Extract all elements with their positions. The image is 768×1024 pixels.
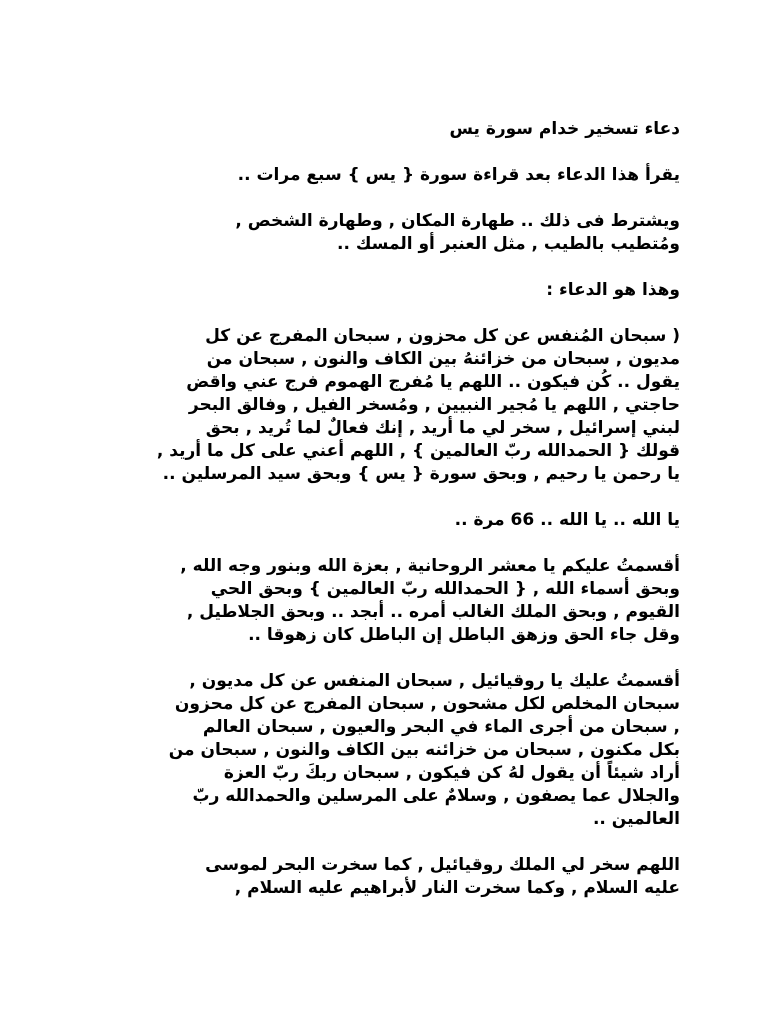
document-page	[92, 118, 680, 923]
text-line: , سبحان من أجرى الماء في البحر والعيون , سبحان العالم	[202, 717, 680, 737]
text-line: يا الله .. يا الله .. 66 مرة ..	[454, 510, 680, 530]
text-line: القيوم , وبحق الملك الغالب أمره .. أبجد .. وبحق الجلاطيل ,	[186, 602, 680, 622]
text-line: وهذا هو الدعاء :	[546, 280, 680, 300]
text-line: عليه السلام , وكما سخرت النار لأبراهيم عليه السلام ,	[234, 878, 680, 898]
paragraph-conditions	[92, 210, 680, 256]
paragraph-repetition	[92, 509, 680, 532]
paragraph-dua-main	[92, 325, 680, 486]
text-line: ( سبحان المُنفس عن كل محزون , سبحان المفرج عن كل	[205, 326, 680, 346]
text-line: أقسمتُ عليك يا روقيائيل , سبحان المنفس عن كل مديون ,	[189, 671, 680, 691]
text-line: وقل جاء الحق وزهق الباطل إن الباطل كان زهوقا ..	[248, 625, 680, 645]
text-line: لبني إسرائيل , سخر لي ما أريد , إنك فعالٌ لما تُريد , بحق	[205, 418, 680, 438]
text-line: قولك { الحمدالله ربّ العالمين } , اللهم أعني على كل ما أريد ,	[156, 441, 680, 461]
text-line: والجلال عما يصفون , وسلامٌ على المرسلين والحمدالله ربّ	[192, 786, 680, 806]
text-line: وبحق أسماء الله , { الحمدالله ربّ العالمين } وبحق الحي	[210, 579, 680, 599]
text-line: مديون , سبحان من خزائنهُ بين الكاف والنون , سبحان من	[206, 349, 680, 369]
text-line: سبحان المخلص لكل مشحون , سبحان المفرج عن كل محزون	[174, 694, 680, 714]
text-line: ويشترط فى ذلك .. طهارة المكان , وطهارة الشخص ,	[235, 211, 680, 231]
text-line: يقرأ هذا الدعاء بعد قراءة سورة { يس } سبع مرات ..	[237, 165, 680, 185]
text-line: ومُتطيب بالطيب , مثل العنبر أو المسك ..	[336, 234, 680, 254]
paragraph-intro	[92, 279, 680, 302]
text-line: بكل مكنون , سبحان من خزائنه بين الكاف والنون , سبحان من	[168, 740, 680, 760]
text-line: أراد شيئاً أن يقول لهُ كن فيكون , سبحان ربكَ ربّ العزة	[223, 763, 680, 783]
text-line: اللهم سخر لي الملك روقيائيل , كما سخرت البحر لموسى	[205, 855, 680, 875]
paragraph-instruction	[92, 164, 680, 187]
text-line: أقسمتُ عليكم يا معشر الروحانية , بعزة الله وبنور وجه الله ,	[180, 556, 680, 576]
paragraph-oath-spirits	[92, 555, 680, 647]
paragraph-oath-rouqiael	[92, 670, 680, 831]
paragraph-closing	[92, 854, 680, 900]
text-line: حاجتي , اللهم يا مُجير النبيين , ومُسخر الفيل , وفالق البحر	[188, 395, 680, 415]
document-title: دعاء تسخير خدام سورة يس	[449, 119, 680, 139]
text-line: يا رحمن يا رحيم , وبحق سورة { يس } وبحق سيد المرسلين ..	[162, 464, 680, 484]
text-line: يقول .. كُن فيكون .. اللهم يا مُفرج الهموم فرج عني واقض	[186, 372, 680, 392]
text-line: العالمين ..	[592, 809, 680, 829]
